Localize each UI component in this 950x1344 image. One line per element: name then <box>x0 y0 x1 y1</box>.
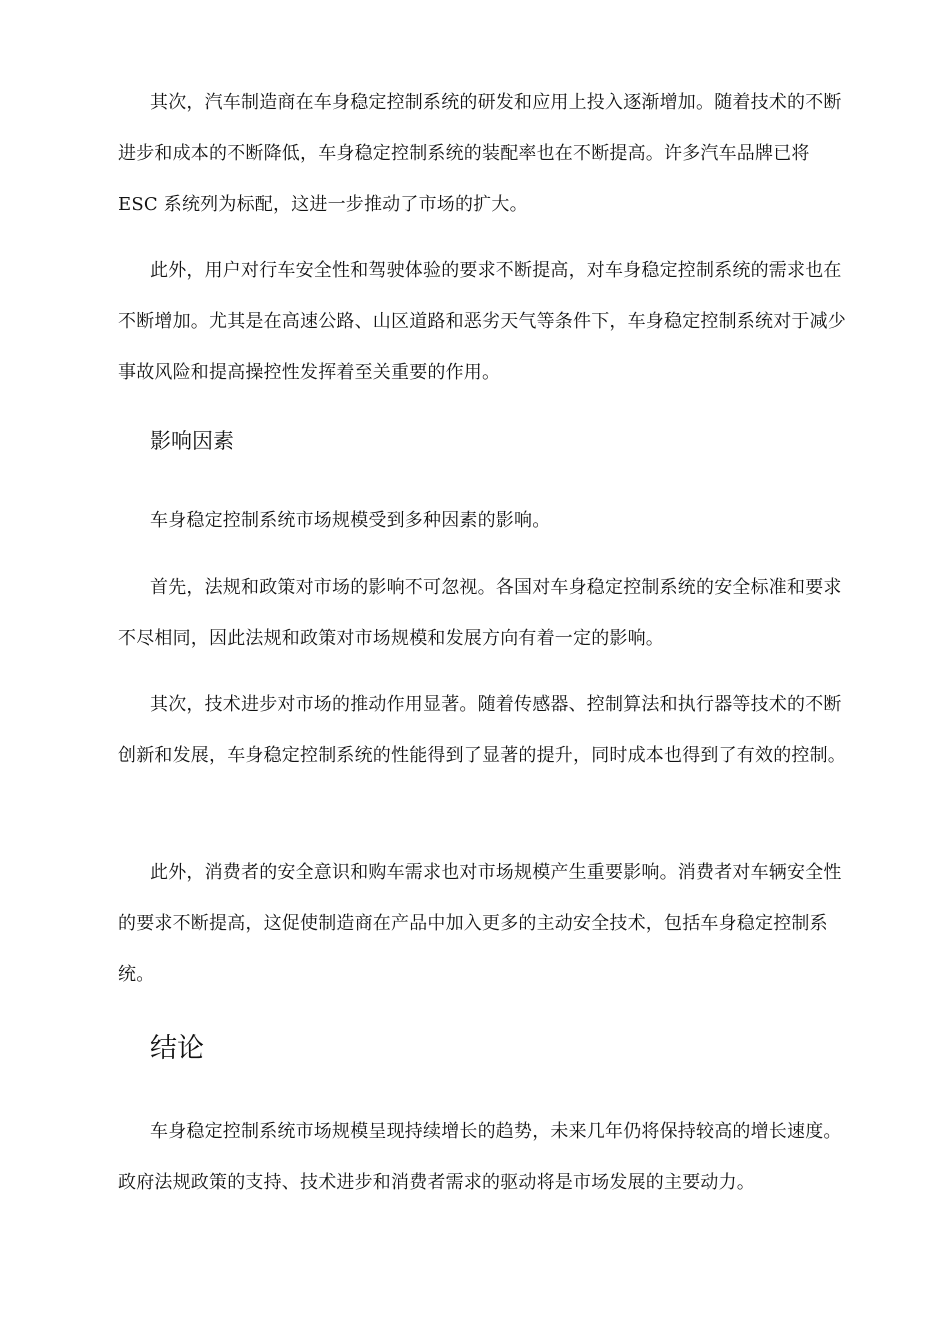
section-heading-influence: 影响因素 <box>150 429 234 453</box>
paragraph-conclusion: 车身稳定控制系统市场规模呈现持续增长的趋势，未来几年仍将保持较高的增长速度。政府法规政策的支持、技术进步和消费者需求的驱动将是市场发展的主要动力。 <box>118 1121 842 1193</box>
paragraph-investment: 其次，汽车制造商在车身稳定控制系统的研发和应用上投入逐渐增加。随着技术的不断进步和成本的不断降低，车身稳定控制系统的装配率也在不断提高。许多汽车品牌已将 ESC 系统列为标配，这进一步推动了市场的扩大。 <box>118 92 842 215</box>
paragraph-consumer: 此外，消费者的安全意识和购车需求也对市场规模产生重要影响。消费者对车辆安全性的要求不断提高，这促使制造商在产品中加入更多的主动安全技术，包括车身稳定控制系统。 <box>118 862 842 985</box>
paragraph-technology: 其次，技术进步对市场的推动作用显著。随着传感器、控制算法和执行器等技术的不断创新和发展，车身稳定控制系统的性能得到了显著的提升，同时成本也得到了有效的控制。 <box>118 694 846 766</box>
section-heading-conclusion: 结论 <box>150 1033 204 1064</box>
paragraph-influence-intro: 车身稳定控制系统市场规模受到多种因素的影响。 <box>150 510 551 531</box>
paragraph-user-demand: 此外，用户对行车安全性和驾驶体验的要求不断提高，对车身稳定控制系统的需求也在不断增加。尤其是在高速公路、山区道路和恶劣天气等条件下，车身稳定控制系统对于减少事故风险和提高操控性发挥着至关重要的作用。 <box>118 260 846 383</box>
paragraph-regulation: 首先，法规和政策对市场的影响不可忽视。各国对车身稳定控制系统的安全标准和要求不尽相同，因此法规和政策对市场规模和发展方向有着一定的影响。 <box>118 577 842 649</box>
